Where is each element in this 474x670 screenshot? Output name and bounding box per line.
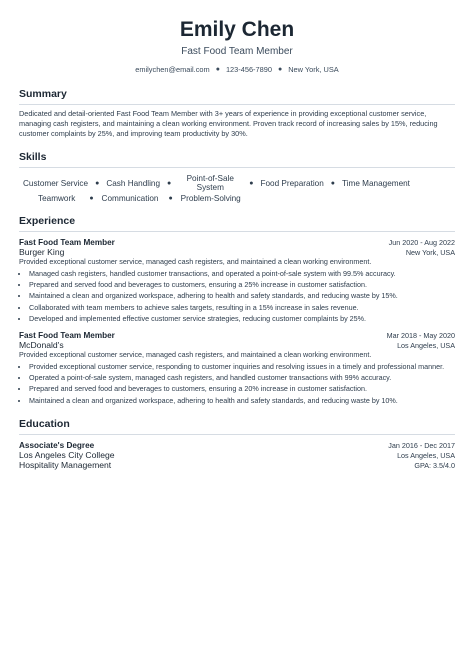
bullet-item: • Prepared and served food and beverages to customers, ensuring a 20% increase in customer satisfaction. bbox=[29, 384, 455, 394]
job-header bbox=[19, 238, 455, 247]
separator-dot: ● bbox=[89, 195, 94, 202]
bullet-item: • Prepared and served food and beverages to customers, ensuring a 25% increase in customer satisfaction. bbox=[29, 280, 455, 290]
education-row bbox=[19, 460, 455, 470]
skills-row bbox=[19, 194, 455, 203]
contact-line bbox=[19, 65, 455, 74]
job-date: Mar 2018 - May 2020 bbox=[386, 330, 455, 340]
job-title: Fast Food Team Member bbox=[19, 330, 115, 340]
skills-heading: Skills bbox=[19, 151, 47, 163]
job-title: Fast Food Team Member bbox=[19, 238, 115, 247]
job-description: Provided exceptional customer service, managed cash registers, and maintained a clean working environment. bbox=[19, 349, 372, 359]
contact-location: New York, USA bbox=[288, 65, 339, 74]
skill-item: Communication bbox=[101, 194, 159, 203]
skill-item: Point-of-Sale System bbox=[186, 174, 234, 192]
education-degree: Associate's Degree bbox=[19, 440, 95, 450]
separator-dot: ● bbox=[249, 179, 254, 187]
education-location: Los Angeles, USA bbox=[397, 450, 455, 460]
summary-text: Dedicated and detail-oriented Fast Food Team Member with 3+ years of experience in providing exceptional customer service, managing cash registers, and maintaining a clean working environment. Proven track record of increasing sales by 15%, reducing customer complaints by 25%, and improving team productivity by 30%. bbox=[19, 109, 438, 138]
divider bbox=[19, 231, 455, 232]
bullet-item: • Maintained a clean and organized workspace, adhering to health and safety standards, and reducing waste by 15%. bbox=[29, 291, 455, 301]
summary-heading: Summary bbox=[19, 88, 67, 100]
skills-grid bbox=[19, 174, 455, 203]
job-description: Provided exceptional customer service, managed cash registers, and maintained a clean working environment. bbox=[19, 257, 372, 266]
bullet-item: • Managed cash registers, handled customer transactions, and operated a point-of-sale system with 99.5% accuracy. bbox=[29, 269, 455, 279]
separator-dot: ● bbox=[168, 195, 173, 202]
contact-phone[interactable]: 123-456-7890 bbox=[225, 65, 272, 74]
skill-item: Food Preparation bbox=[260, 178, 324, 188]
skill-item: Time Management bbox=[342, 178, 410, 188]
education-school: Los Angeles City College bbox=[19, 449, 115, 460]
job-header bbox=[19, 331, 455, 340]
job-subheader bbox=[19, 247, 455, 257]
candidate-title: Fast Food Team Member bbox=[181, 46, 293, 57]
job-bullets bbox=[19, 269, 455, 324]
education-row bbox=[19, 441, 455, 450]
job-location: New York, USA bbox=[405, 248, 455, 257]
education-field: Hospitality Management bbox=[19, 459, 112, 470]
bullet-item: • Developed and implemented effective customer service strategies, reducing customer complaints by 25%. bbox=[29, 314, 455, 324]
skill-item: Cash Handling bbox=[106, 178, 161, 188]
divider bbox=[19, 434, 455, 435]
job-date: Jun 2020 - Aug 2022 bbox=[388, 238, 455, 247]
education-row bbox=[19, 450, 455, 460]
candidate-name: Emily Chen bbox=[179, 18, 295, 41]
separator-dot: ● bbox=[95, 179, 100, 187]
separator-dot: ● bbox=[330, 179, 335, 187]
job-entry bbox=[19, 331, 455, 406]
education-date: Jan 2016 - Dec 2017 bbox=[388, 440, 455, 450]
contact-email[interactable]: emilychen@email.com bbox=[135, 65, 210, 74]
job-subheader bbox=[19, 340, 455, 350]
bullet-item: • Provided exceptional customer service, responding to customer inquiries and resolving issues in a timely and professional manner. bbox=[29, 362, 455, 372]
bullet-item: • Maintained a clean and organized workspace, adhering to health and safety standards, and reducing waste by 10%. bbox=[29, 396, 455, 406]
separator-dot: ● bbox=[277, 66, 283, 73]
skill-item: Teamwork bbox=[38, 194, 76, 203]
job-company: McDonald's bbox=[19, 339, 64, 350]
education-gpa: GPA: 3.5/4.0 bbox=[414, 460, 455, 470]
job-location: Los Angeles, USA bbox=[397, 340, 455, 350]
bullet-item: • Collaborated with team members to achieve sales targets, resulting in a 15% increase in sales revenue. bbox=[29, 303, 455, 313]
experience-heading: Experience bbox=[19, 215, 76, 227]
job-company: Burger King bbox=[19, 247, 65, 257]
separator-dot: ● bbox=[215, 66, 220, 73]
job-entry bbox=[19, 238, 455, 324]
divider bbox=[19, 167, 455, 168]
education-entry bbox=[19, 441, 455, 470]
skill-item: Problem-Solving bbox=[180, 194, 241, 203]
skills-row bbox=[19, 174, 455, 192]
divider bbox=[19, 104, 455, 105]
education-heading: Education bbox=[19, 417, 70, 430]
separator-dot: ● bbox=[167, 179, 172, 187]
job-bullets bbox=[19, 362, 455, 406]
skill-item: Customer Service bbox=[23, 178, 89, 188]
bullet-item: • Operated a point-of-sale system, managed cash registers, and handled customer transactions with 99% accuracy. bbox=[29, 373, 455, 383]
